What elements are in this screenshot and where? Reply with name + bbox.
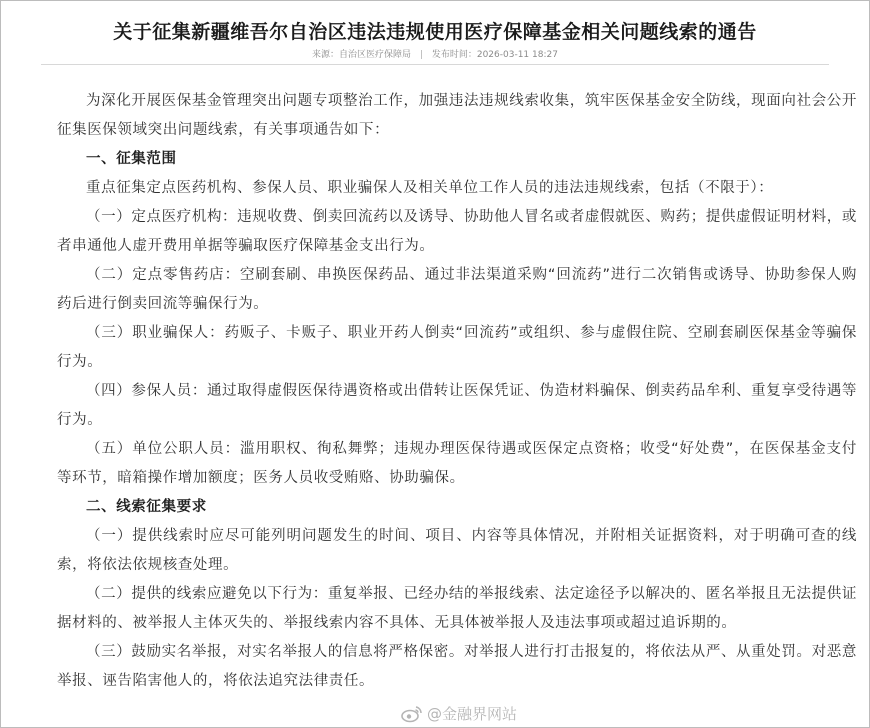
scope-item-insured-persons: （四）参保人员：通过取得虚假医保待遇资格或出借转让医保凭证、伪造材料骗保、倒卖药品牟利、重复享受待遇等行为。	[57, 383, 857, 428]
watermark-text: @金融界网站	[426, 705, 517, 723]
scope-item-public-officials: （五）单位公职人员：滥用职权、徇私舞弊；违规办理医保待遇或医保定点资格；收受“好处费”，在医保基金支付等环节，暗箱操作增加额度；医务人员收受贿赂、协助骗保。	[57, 441, 857, 486]
intro-paragraph: 为深化开展医保基金管理突出问题专项整治工作，加强违法违规线索收集，筑牢医保基金安全防线，现面向社会公开征集医保领域突出问题线索，有关事项通告如下：	[57, 93, 857, 138]
article-body	[57, 87, 857, 696]
source-value: 自治区医疗保障局	[339, 50, 412, 60]
section-heading-scope: 一、征集范围	[86, 151, 177, 167]
watermark	[401, 703, 517, 724]
source-label: 来源：	[312, 50, 340, 60]
published-value: 2026-03-11 18:27	[476, 50, 558, 60]
scope-item-professional-fraudsters: （三）职业骗保人：药贩子、卡贩子、职业开药人倒卖“回流药”或组织、参与虚假住院、空刷套刷医保基金等骗保行为。	[57, 325, 857, 370]
title-divider	[41, 64, 829, 65]
article-meta	[1, 47, 869, 60]
requirement-item-real-name: （三）鼓励实名举报，对实名举报人的信息将严格保密。对举报人进行打击报复的，将依法从严、从重处罚。对恶意举报、诬告陷害他人的，将依法追究法律责任。	[57, 644, 857, 689]
requirement-item-avoid: （二）提供的线索应避免以下行为：重复举报、已经办结的举报线索、法定途径予以解决的、匿名举报且无法提供证据材料的、被举报人主体灭失的、举报线索内容不具体、无具体被举报人及违法事项或超过追诉期的。	[57, 586, 857, 631]
scope-item-medical-institutions: （一）定点医疗机构：违规收费、倒卖回流药以及诱导、协助他人冒名或者虚假就医、购药；提供虚假证明材料，或者串通他人虚开费用单据等骗取医疗保障基金支出行为。	[57, 209, 857, 254]
section-heading-requirements: 二、线索征集要求	[86, 499, 207, 515]
requirement-item-details: （一）提供线索时应尽可能列明问题发生的时间、项目、内容等具体情况，并附相关证据资料，对于明确可查的线索，将依法依规核查处理。	[57, 528, 857, 573]
scope-item-pharmacies: （二）定点零售药店：空刷套刷、串换医保药品、通过非法渠道采购“回流药”进行二次销售或诱导、协助参保人购药后进行倒卖回流等骗保行为。	[57, 267, 857, 312]
scope-paragraph: 重点征集定点医药机构、参保人员、职业骗保人及相关单位工作人员的违法违规线索，包括（不限于）：	[86, 180, 774, 196]
published-label: 发布时间：	[431, 50, 477, 60]
meta-separator: |	[419, 50, 423, 60]
page-title: 关于征集新疆维吾尔自治区违法违规使用医疗保障基金相关问题线索的通告	[113, 21, 757, 43]
weibo-icon	[401, 705, 423, 723]
